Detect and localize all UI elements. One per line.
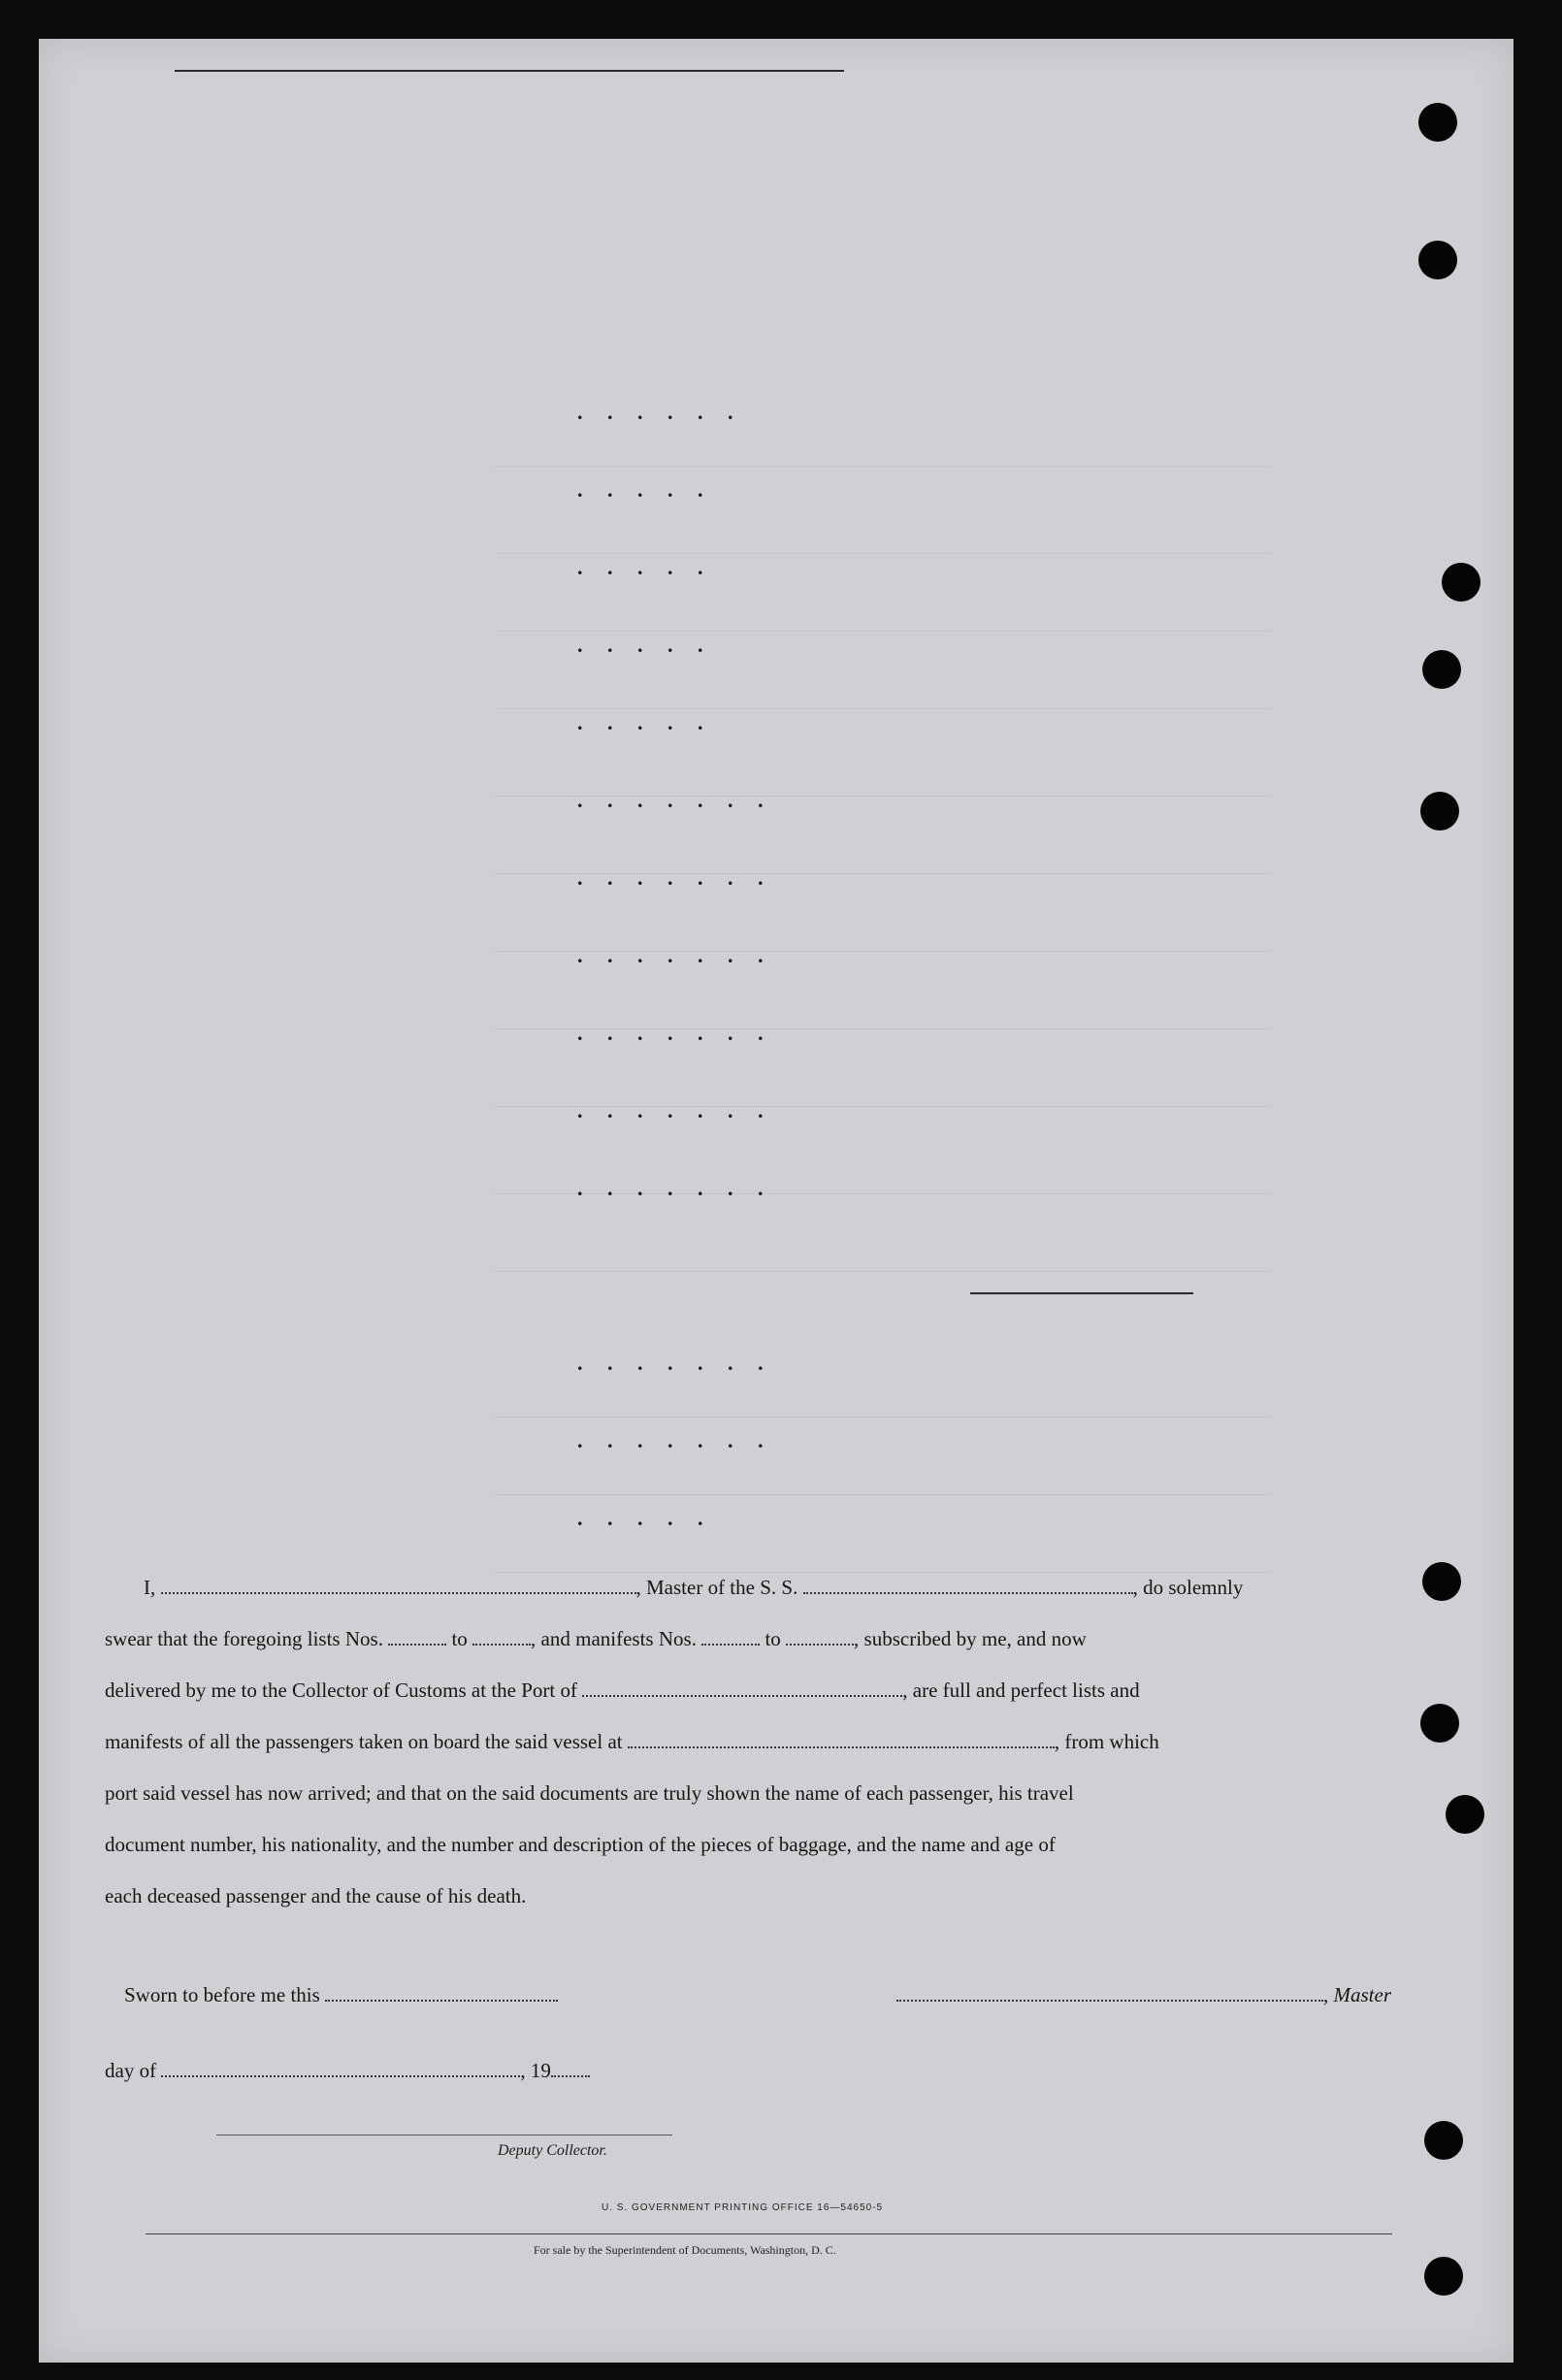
departure-port-field[interactable] [628, 1729, 1055, 1748]
oath-line-1 [144, 1562, 1436, 1614]
oath-to-1: to [451, 1627, 468, 1650]
for-sale-note: For sale by the Superintendent of Documents, Washington, D. C. [534, 2243, 836, 2257]
year-prefix: , 19 [520, 2059, 551, 2082]
oath-block [105, 1562, 1436, 1989]
bleed-through-text [495, 679, 1271, 709]
dot-marks: . . . . . . . [577, 1428, 773, 1452]
year-field[interactable] [551, 2058, 590, 2077]
master-signature-field[interactable] [896, 1982, 1323, 2002]
oath-line-3 [105, 1665, 1436, 1716]
dot-marks: . . . . . . . [577, 1351, 773, 1375]
sworn-label: Sworn to before me this [124, 1983, 320, 2006]
oath-subscribed: , subscribed by me, and now [854, 1627, 1087, 1650]
dot-marks: . . . . . . . [577, 1098, 773, 1123]
day-of-field[interactable] [161, 2058, 520, 2077]
oath-arrived: port said vessel has now arrived; and that on the said documents are truly shown the name of each passenger, his travel [105, 1781, 1074, 1805]
bleed-through-text [495, 437, 1271, 467]
master-name-field[interactable] [161, 1575, 636, 1594]
oath-manifests: , and manifests Nos. [531, 1627, 697, 1650]
punch-hole [1424, 2257, 1463, 2296]
bleed-through-text [495, 1465, 1271, 1495]
oath-deceased: each deceased passenger and the cause of his death. [105, 1884, 527, 1907]
bleed-through-text [495, 1387, 1271, 1418]
printing-office-note: U. S. GOVERNMENT PRINTING OFFICE 16—54650-5 [602, 2202, 884, 2213]
dot-marks: . . . . . [577, 633, 713, 657]
dot-marks: . . . . . . . [577, 865, 773, 890]
port-field[interactable] [582, 1678, 902, 1697]
footer-rule [146, 2233, 1392, 2234]
header-rule [175, 70, 844, 72]
document-page [39, 39, 1513, 2363]
punch-hole [1442, 563, 1481, 602]
dot-marks: . . . . . . . [577, 1021, 773, 1045]
sworn-line [124, 1970, 1436, 2021]
oath-line-2 [105, 1614, 1436, 1665]
oath-full-perfect: , are full and perfect lists and [902, 1679, 1140, 1702]
punch-hole [1446, 1795, 1484, 1834]
oath-master-of: , Master of the S. S. [635, 1576, 798, 1599]
manifest-to-field[interactable] [786, 1626, 854, 1646]
day-line [105, 2045, 1436, 2097]
punch-hole [1420, 792, 1459, 831]
oath-from-which: , from which [1054, 1730, 1159, 1753]
day-of-label: day of [105, 2059, 157, 2082]
dot-marks: . . . . . [577, 477, 713, 502]
bleed-through-text [495, 524, 1271, 554]
oath-line-5 [105, 1768, 1436, 1819]
dot-marks: . . . . . . . [577, 943, 773, 967]
master-label: , Master [1323, 1983, 1391, 2006]
dot-marks: . . . . . . . [577, 1176, 773, 1200]
bleed-through-rule [970, 1292, 1193, 1294]
oath-to-2: to [765, 1627, 781, 1650]
oath-line-4 [105, 1716, 1436, 1768]
oath-line-7 [105, 1871, 1436, 1922]
dot-marks: . . . . . [577, 710, 713, 734]
oath-i: I, [144, 1576, 156, 1599]
punch-hole [1422, 650, 1461, 689]
vessel-name-field[interactable] [803, 1575, 1133, 1594]
manifest-from-field[interactable] [701, 1626, 760, 1646]
deputy-collector-label: Deputy Collector. [498, 2142, 607, 2159]
dot-marks: . . . . . . [577, 400, 743, 424]
oath-document-number: document number, his nationality, and the number and description of the pieces of baggage, and the name and age of [105, 1833, 1056, 1856]
bleed-through-text [495, 602, 1271, 632]
dot-marks: . . . . . . . [577, 788, 773, 812]
oath-lists: swear that the foregoing lists Nos. [105, 1627, 383, 1650]
sworn-date-field[interactable] [325, 1982, 558, 2002]
list-to-field[interactable] [472, 1626, 531, 1646]
bleed-through-text [495, 1242, 1271, 1272]
punch-hole [1418, 241, 1457, 279]
oath-solemnly: , do solemnly [1132, 1576, 1244, 1599]
oath-delivered: delivered by me to the Collector of Customs at the Port of [105, 1679, 577, 1702]
dot-marks: . . . . . [577, 1506, 713, 1530]
punch-hole [1418, 103, 1457, 142]
list-from-field[interactable] [388, 1626, 446, 1646]
oath-manifests-all: manifests of all the passengers taken on board the said vessel at [105, 1730, 623, 1753]
dot-marks: . . . . . [577, 555, 713, 579]
oath-line-6 [105, 1819, 1436, 1871]
